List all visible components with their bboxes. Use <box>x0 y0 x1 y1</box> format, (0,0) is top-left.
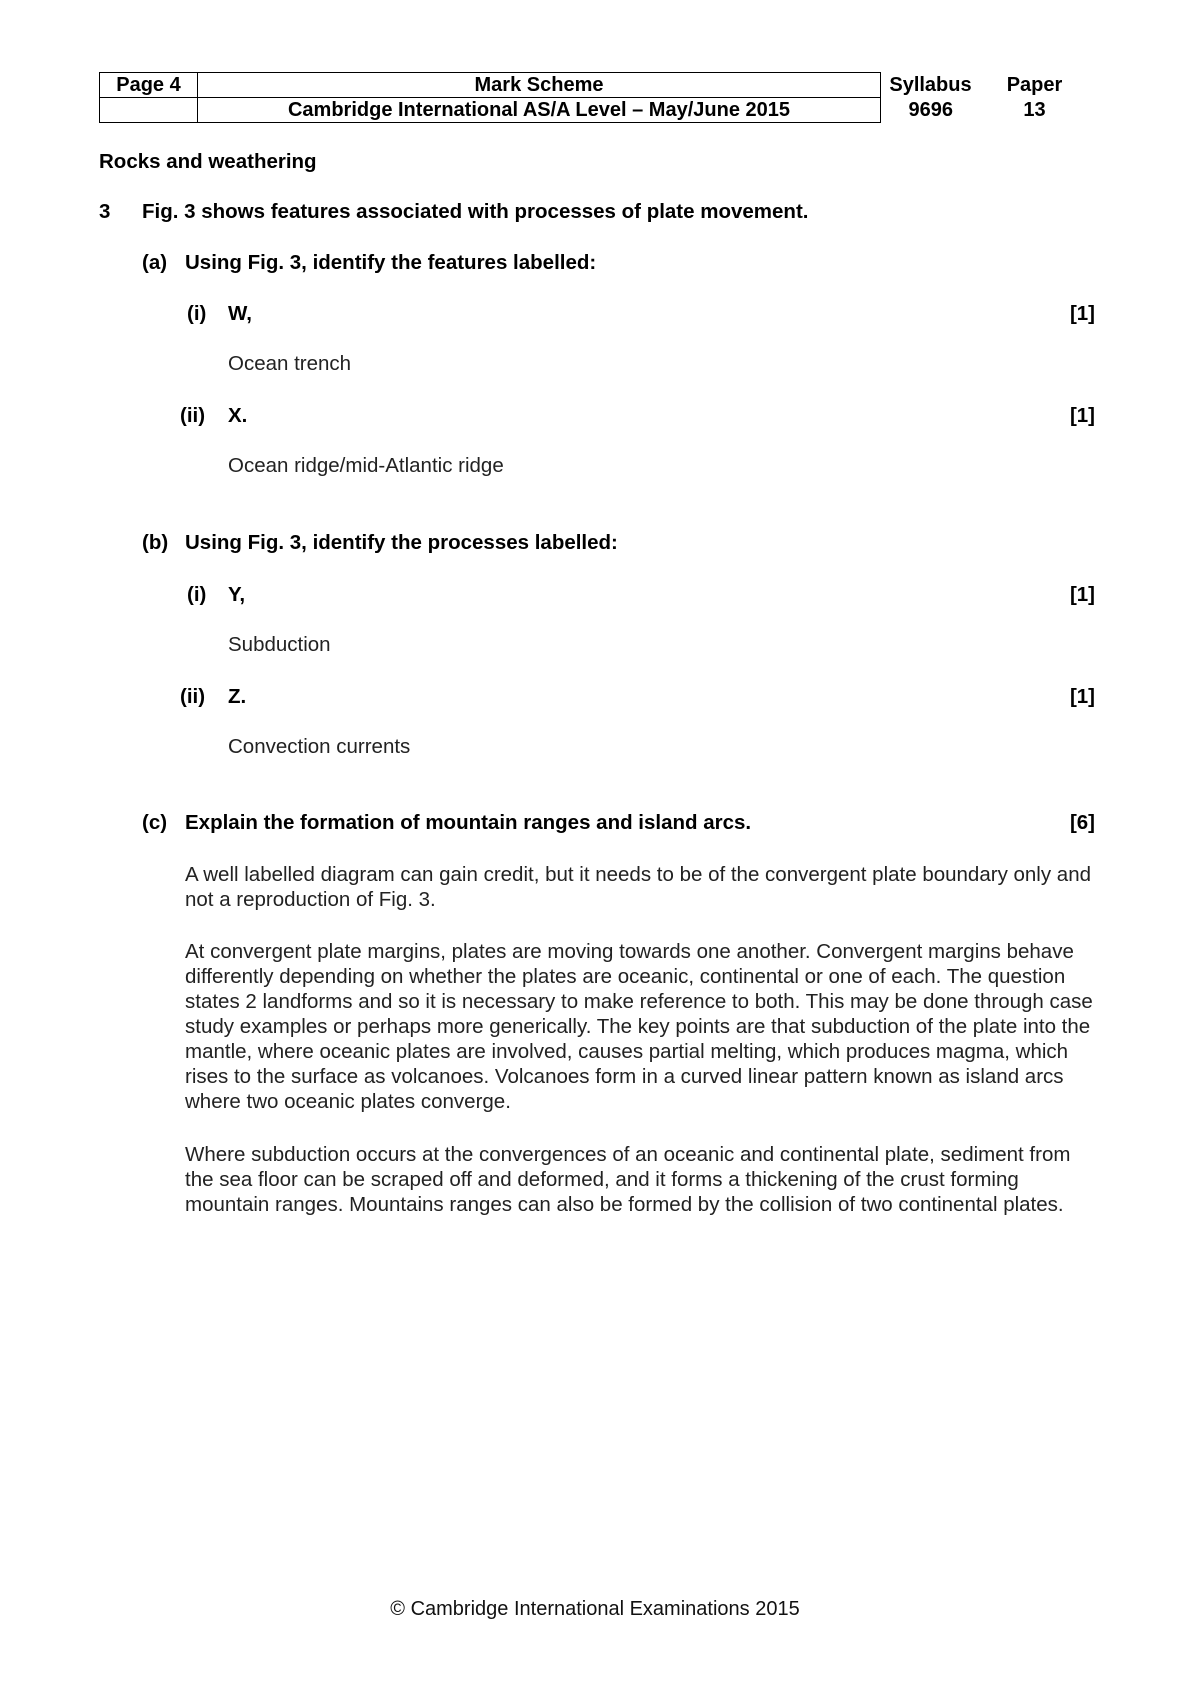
part-b-text: Using Fig. 3, identify the processes labelled: <box>185 531 618 554</box>
part-b-i-answer: Subduction <box>228 633 331 656</box>
part-a-i-answer: Ocean trench <box>228 352 352 375</box>
section-title: Rocks and weathering <box>99 150 317 173</box>
part-b-i-label: (i) <box>187 583 207 606</box>
part-b-i-text: Y, <box>228 583 246 606</box>
page-number: Page 4 <box>100 73 198 98</box>
part-a-text: Using Fig. 3, identify the features labelled: <box>185 251 597 274</box>
part-a-ii-answer: Ocean ridge/mid-Atlantic ridge <box>228 454 504 477</box>
footer-copyright: © Cambridge International Examinations 2015 <box>390 1598 800 1620</box>
question-text: Fig. 3 shows features associated with processes of plate movement. <box>142 200 809 223</box>
part-a-i-text: W, <box>228 302 252 325</box>
part-b-ii-answer: Convection currents <box>228 735 411 758</box>
part-a-i-label: (i) <box>187 302 207 325</box>
part-a-ii-mark: [1] <box>1069 404 1095 427</box>
header-title: Mark Scheme <box>198 73 881 98</box>
part-c-text: Explain the formation of mountain ranges and island arcs. <box>185 811 752 834</box>
part-a-i-mark: [1] <box>1069 302 1095 325</box>
paper-value: 13 <box>1023 99 1046 121</box>
part-a-label: (a) <box>142 251 168 274</box>
part-c-paragraph-1: A well labelled diagram can gain credit, but it needs to be of the convergent plate boundary only and not a reproduction of Fig. 3. <box>185 863 1092 911</box>
part-b-i-mark: [1] <box>1069 583 1095 606</box>
part-b-ii-label: (ii) <box>180 685 206 708</box>
syllabus-value: 9696 <box>908 99 953 121</box>
part-c-mark: [6] <box>1069 811 1095 834</box>
header-table <box>99 72 1089 123</box>
header-empty-cell <box>100 98 198 123</box>
part-a-ii-label: (ii) <box>180 404 206 427</box>
paper-label: Paper <box>1006 74 1063 96</box>
part-c-label: (c) <box>142 811 168 834</box>
part-b-label: (b) <box>142 531 169 554</box>
part-c-paragraph-2: At convergent plate margins, plates are moving towards one another. Convergent margins behave differently depending on whether the plates are oceanic, continental or one of each. The question states 2 landforms and so it is necessary to make reference to both. This may be done through case study examples or perhaps more generically. The key points are that subduction of the plate into the mantle, where oceanic plates are involved, causes partial melting, which produces magma, which rises to the surface as volcanoes. Volcanoes form in a curved linear pattern known as island arcs where two oceanic plates converge. <box>185 940 1093 1113</box>
question-number: 3 <box>99 200 111 223</box>
part-b-ii-mark: [1] <box>1069 685 1095 708</box>
header-subtitle: Cambridge International AS/A Level – May/June 2015 <box>198 98 881 123</box>
syllabus-label: Syllabus <box>889 74 972 96</box>
part-b-ii-text: Z. <box>228 685 247 708</box>
part-a-ii-text: X. <box>228 404 248 427</box>
part-c-paragraph-3: Where subduction occurs at the convergences of an oceanic and continental plate, sediment from the sea floor can be scraped off and deformed, and it forms a thickening of the crust forming mountain ranges. Mountains ranges can also be formed by the collision of two continental plates. <box>185 1143 1071 1216</box>
